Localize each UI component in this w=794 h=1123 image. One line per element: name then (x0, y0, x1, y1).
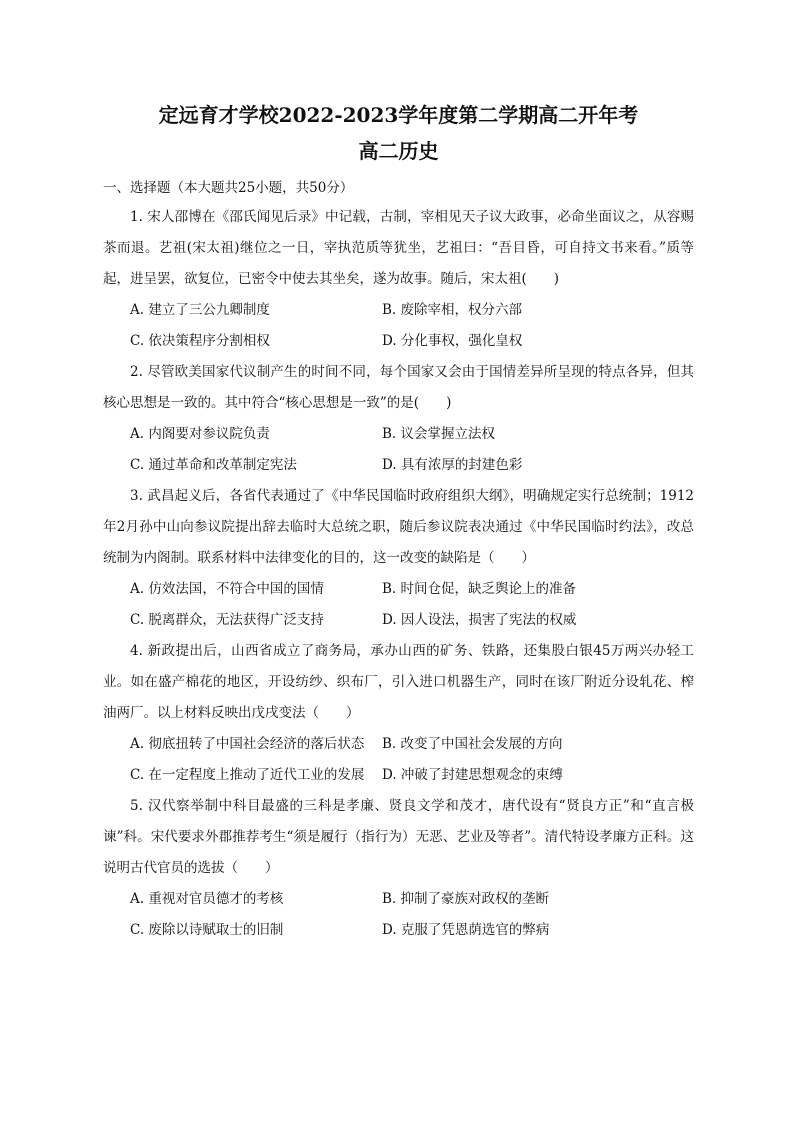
option-b: B. 议会掌握立法权 (382, 426, 496, 442)
option-grid (103, 729, 694, 791)
option-b: B. 时间仓促，缺乏舆论上的准备 (382, 581, 577, 597)
question-1 (103, 202, 694, 357)
option-grid (103, 574, 694, 636)
option-a: A. 建立了三公九卿制度 (130, 302, 270, 318)
option-d: D. 分化事权，强化皇权 (382, 333, 523, 349)
option-d: D. 具有浓厚的封建色彩 (382, 457, 523, 473)
option-grid (103, 295, 694, 357)
option-grid (103, 419, 694, 481)
option-a: A. 内阁要对参议院负责 (130, 426, 270, 442)
option-d: D. 冲破了封建思想观念的束缚 (382, 767, 563, 783)
question-stem: 5. 汉代察举制中科目最盛的三科是孝廉、贤良文学和茂才，唐代设有“贤良方正”和“直言极谏”科。宋代要求外郡推荐考生“须是履行（指行为）无恶、艺业及等者”。清代特设孝廉方正科。这说明古代官员的选拔（ ） (103, 798, 694, 876)
option-grid (103, 884, 694, 946)
option-d: D. 因人设法，损害了宪法的权威 (382, 612, 577, 628)
question-4 (103, 636, 694, 791)
question-stem: 4. 新政提出后，山西省成立了商务局，承办山西的矿务、铁路，还集股白银45万两兴办轻工业。如在盛产棉花的地区，开设纺纱、织布厂，引入进口机器生产，同时在该厂附近分设轧花、榨油两厂。以上材料反映出戊戌变法（ ） (103, 643, 694, 721)
option-a: A. 重视对官员德才的考核 (130, 891, 284, 907)
option-c: C. 依决策程序分割相权 (130, 333, 270, 349)
option-d: D. 克服了凭恩荫选官的弊病 (382, 922, 550, 938)
question-stem: 3. 武昌起义后，各省代表通过了《中华民国临时政府组织大纲》，明确规定实行总统制；1912年2月孙中山向参议院提出辞去临时大总统之职，随后参议院表决通过《中华民国临时约法》，改总统制为内阁制。联系材料中法律变化的目的，这一改变的缺陷是（ ） (103, 488, 694, 566)
option-b: B. 废除宰相，权分六部 (382, 302, 523, 318)
option-a: A. 仿效法国，不符合中国的国情 (130, 581, 324, 597)
question-stem: 1. 宋人邵博在《邵氏闻见后录》中记载，古制，宰相见天子议大政事，必命坐面议之，从容赐茶而退。艺祖(宋太祖)继位之一日，宰执范质等犹坐，艺祖曰：“吾目昏，可自持文书来看。”质等起，进呈罢，欲复位，已密令中使去其坐矣，遂为故事。随后，宋太祖( ) (103, 209, 694, 287)
question-5 (103, 791, 694, 946)
option-c: C. 在一定程度上推动了近代工业的发展 (130, 767, 365, 783)
option-c: C. 废除以诗赋取士的旧制 (130, 922, 284, 938)
section-heading: 一、选择题（本大题共25小题，共50分） (103, 180, 354, 196)
exam-subtitle: 高二历史 (358, 139, 439, 163)
option-b: B. 改变了中国社会发展的方向 (382, 736, 563, 752)
question-stem: 2. 尽管欧美国家代议制产生的时间不同，每个国家又会由于国情差异所呈现的特点各异，但其核心思想是一致的。其中符合“核心思想是一致”的是( ) (103, 364, 694, 411)
question-3 (103, 481, 694, 636)
option-a: A. 彻底扭转了中国社会经济的落后状态 (130, 736, 365, 752)
exam-title: 定远育才学校2022-2023学年度第二学期高二开年考 (158, 103, 639, 127)
option-c: C. 脱离群众，无法获得广泛支持 (130, 612, 324, 628)
option-c: C. 通过革命和改革制定宪法 (130, 457, 297, 473)
question-2 (103, 357, 694, 481)
option-b: B. 抑制了豪族对政权的垄断 (382, 891, 550, 907)
